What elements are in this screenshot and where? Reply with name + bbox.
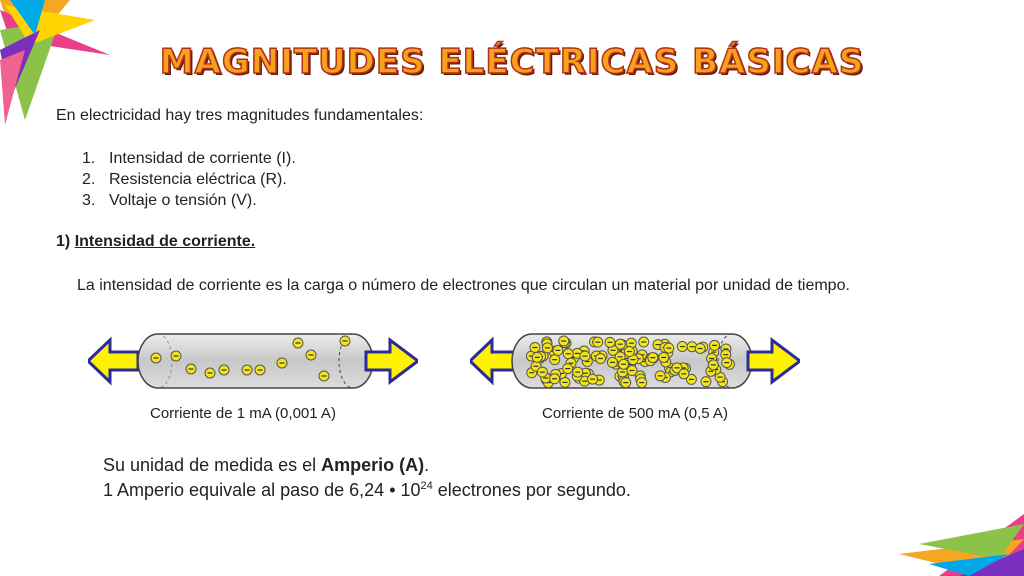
list-item: 3. Voltaje o tensión (V). [82, 192, 257, 209]
section-heading: 1) Intensidad de corriente. [56, 233, 256, 250]
intro-text: En electricidad hay tres magnitudes fundamentales: [56, 107, 424, 124]
magnitudes-list [82, 148, 296, 211]
section-description: La intensidad de corriente es la carga o número de electrones que circulan un material por unidad de tiempo. [77, 277, 850, 294]
low-current-tube-illustration [88, 326, 418, 396]
page-title: MAGNITUDES ELÉCTRICAS BÁSICAS [159, 42, 865, 82]
right-arrow-icon [88, 340, 138, 382]
left-arrow-icon [748, 340, 800, 382]
list-item: 2. Resistencia eléctrica (R). [82, 171, 287, 188]
figure-caption: Corriente de 1 mA (0,001 A) [150, 405, 336, 422]
ampere-definition-line: 1 Amperio equivale al paso de 6,24 • $10^{24}$ electrones por segundo. [103, 480, 631, 500]
unit-line: Su unidad de medida es el Amperio (A). [103, 455, 430, 475]
left-arrow-icon [366, 340, 418, 382]
figure-caption: Corriente de 500 mA (0,5 A) [542, 405, 728, 422]
corner-decoration-bottom-right [899, 514, 1024, 576]
high-current-tube-illustration [470, 326, 800, 396]
list-item: 1. Intensidad de corriente (I). [82, 150, 296, 167]
